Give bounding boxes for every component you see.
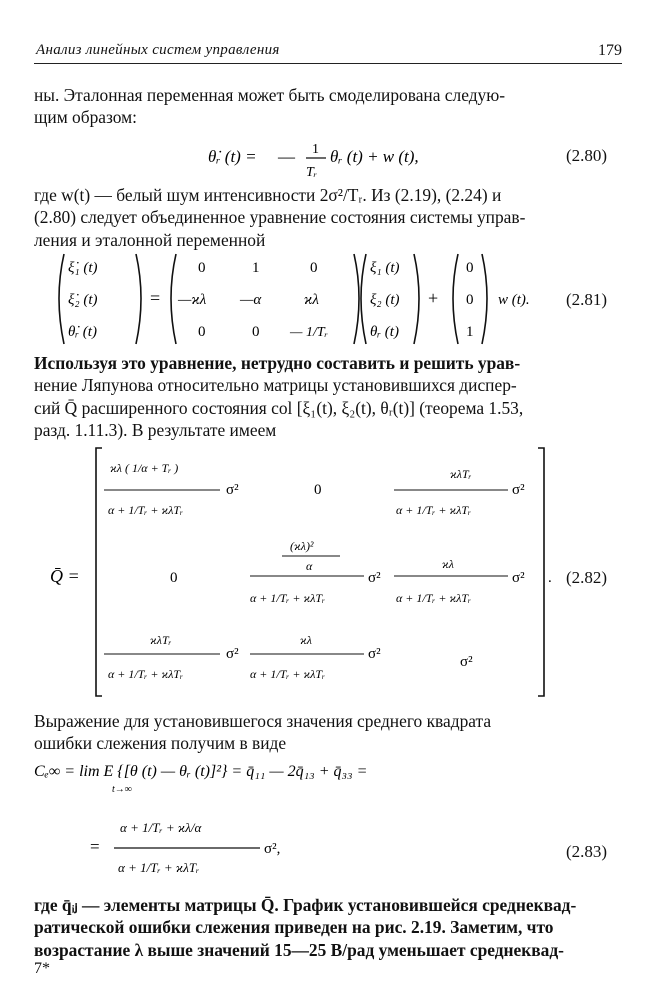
eq280-lhs: θ̇ᵣ (t) = (208, 147, 257, 166)
matrix-entry: — 1/Tᵣ (290, 325, 329, 340)
eq283-line1: Cₑ∞ = lim E {[θ (t) — θᵣ (t)]²} = q̄₁₁ — 2q̄₁₃ + q̄₃₃ = (34, 763, 368, 780)
eq280-num: 1 (312, 142, 319, 157)
plus-sign: + (428, 288, 439, 308)
state-entry: ξ₁ (t) (370, 260, 400, 276)
matrix-entry: 1 (252, 260, 260, 276)
right-paren (414, 254, 419, 344)
input-entry: 0 (466, 260, 474, 276)
left-paren (171, 254, 176, 344)
right-bracket (538, 448, 544, 696)
text-line: Выражение для установившегося значения среднего квадрата (34, 711, 492, 731)
right-paren (136, 254, 141, 344)
cell-13-denominator: α + 1/Tᵣ + ϰλTᵣ (396, 503, 472, 517)
eq283-lim-sub: t→∞ (112, 784, 132, 795)
text-line: где w(t) — белый шум интенсивности 2σ²/Tᵣ. Из (2.19), (2.24) и (34, 185, 502, 205)
cell-23-sigma: σ² (512, 570, 525, 586)
right-paren (482, 254, 487, 344)
eq282-period: . (548, 570, 552, 586)
matrix-entry: —α (240, 292, 262, 308)
eq280-minus: — (278, 147, 295, 166)
state-entry: ξ₂ (t) (370, 292, 400, 308)
text-line: ны. Эталонная переменная может быть смоделирована следую- (34, 85, 506, 105)
eq280-den: Tᵣ (306, 165, 318, 180)
cell-21: 0 (170, 570, 178, 586)
cell-32-denominator: α + 1/Tᵣ + ϰλTᵣ (250, 667, 326, 681)
text-line: возрастание λ выше значений 15—25 В/рад уменьшает среднеквад- (34, 939, 564, 960)
lhs-entry: ξ̇₂ (t) (68, 292, 98, 308)
left-paren (361, 254, 366, 344)
text-line: где q̄ᵢⱼ — элементы матрицы Q̄. График установившейся среднеквад- (34, 895, 577, 915)
equation-label-2-82: (2.82) (566, 568, 608, 587)
matrix-entry: 0 (198, 324, 206, 340)
eq283-equals: = (90, 837, 100, 856)
cell-11-sigma: σ² (226, 482, 239, 498)
matrix-entry: 0 (310, 260, 318, 276)
cell-22-denominator: α + 1/Tᵣ + ϰλTᵣ (250, 591, 326, 605)
left-paren (453, 254, 458, 344)
text-line: сий Q̄ расширенного состояния col [ξ₁(t), ξ₂(t), θᵣ(t)] (теорема 1.53, (34, 397, 524, 418)
paragraph-2 (34, 184, 614, 251)
equals-sign: = (150, 288, 161, 308)
equation-2-83 (34, 756, 594, 886)
eq283-denominator: α + 1/Tᵣ + ϰλTᵣ (118, 860, 200, 875)
equation-2-81 (54, 250, 574, 350)
state-entry: θᵣ (t) (370, 324, 399, 340)
text-line: ратической ошибки слежения приведен на рис. 2.19. Заметим, что (34, 917, 554, 938)
cell-11-denominator: α + 1/Tᵣ + ϰλTᵣ (108, 503, 184, 517)
cell-13-numerator: ϰλTᵣ (450, 467, 472, 481)
left-bracket (96, 448, 102, 696)
paragraph-3 (34, 352, 614, 442)
equation-2-80-svg (208, 140, 468, 186)
eq280-rest: θᵣ (t) + w (t), (330, 147, 419, 166)
text-line: щим образом: (34, 107, 137, 128)
header-title: Анализ линейных систем управления (36, 42, 280, 58)
equation-label-2-83: (2.83) (566, 842, 608, 861)
header-rule (34, 63, 622, 64)
eq283-tail: σ², (264, 841, 281, 857)
matrix-entry: —ϰλ (178, 292, 207, 308)
eq282-lhs: Q̄ = (50, 566, 80, 586)
cell-31-sigma: σ² (226, 646, 239, 662)
matrix-entry: 0 (198, 260, 206, 276)
cell-22-numerator-bottom: α (306, 559, 313, 573)
eq283-numerator: α + 1/Tᵣ + ϰλ/α (120, 820, 202, 835)
lhs-entry: θ̇ᵣ (t) (68, 324, 97, 340)
running-header (34, 42, 622, 60)
cell-33: σ² (460, 654, 473, 670)
cell-32-sigma: σ² (368, 646, 381, 662)
text-line: (2.80) следует объединенное уравнение состояния системы управ- (34, 207, 526, 228)
cell-22-numerator-top: (ϰλ)² (290, 539, 314, 553)
page-number: 179 (598, 42, 622, 59)
signature-mark: 7* (34, 960, 50, 977)
paragraph-1 (34, 84, 614, 129)
cell-13-sigma: σ² (512, 482, 525, 498)
cell-31-denominator: α + 1/Tᵣ + ϰλTᵣ (108, 667, 184, 681)
right-paren (354, 254, 359, 344)
equation-2-82 (50, 444, 580, 702)
text-line: разд. 1.11.3). В результате имеем (34, 420, 277, 441)
paragraph-5 (34, 894, 614, 961)
paragraph-4 (34, 710, 614, 755)
text-line: нение Ляпунова относительно матрицы установившихся диспер- (34, 375, 517, 396)
text-line: ошибки слежения получим в виде (34, 733, 287, 754)
text-line: Используя это уравнение, нетрудно составить и решить урав- (34, 353, 521, 373)
cell-11-numerator: ϰλ ( 1/α + Tᵣ ) (110, 461, 179, 475)
matrix-entry: 0 (252, 324, 260, 340)
cell-32-numerator: ϰλ (300, 633, 312, 647)
equation-label-2-80: (2.80) (566, 146, 608, 165)
input-entry: 0 (466, 292, 474, 308)
input-signal: w (t). (498, 292, 530, 308)
left-paren (59, 254, 64, 344)
text-line: ления и эталонной переменной (34, 229, 266, 250)
cell-31-numerator: ϰλTᵣ (150, 633, 172, 647)
cell-23-numerator: ϰλ (442, 557, 454, 571)
equation-label-2-81: (2.81) (566, 290, 608, 309)
matrix-entry: ϰλ (304, 292, 319, 308)
lhs-entry: ξ̇₁ (t) (68, 260, 98, 276)
cell-23-denominator: α + 1/Tᵣ + ϰλTᵣ (396, 591, 472, 605)
input-entry: 1 (466, 324, 474, 340)
cell-22-sigma: σ² (368, 570, 381, 586)
equation-2-80 (208, 140, 468, 180)
cell-12: 0 (314, 482, 322, 498)
